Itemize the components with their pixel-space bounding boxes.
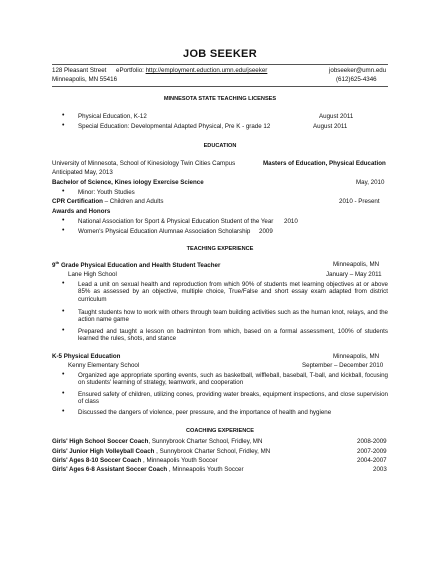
license-item: Special Education: Developmental Adapted Physical, Pre K - grade 12 xyxy=(78,123,271,130)
resume-name: JOB SEEKER xyxy=(183,48,257,60)
coaching-role: Girls' Ages 8-10 Soccer Coach xyxy=(52,457,142,464)
coaching-item xyxy=(52,466,244,473)
job1-bullet: Taught students how to work with others through team building activities such as the human knot, relays, and the action name game xyxy=(78,309,388,324)
portfolio xyxy=(116,67,267,74)
coaching-role: Girls' Junior High Volleyball Coach xyxy=(52,448,155,455)
license-date: August 2011 xyxy=(313,123,348,130)
education-anticipated: Anticipated May, 2013 xyxy=(52,169,113,176)
bullet: • xyxy=(62,280,65,287)
awards-heading: Awards and Honors xyxy=(52,208,111,215)
job2-dates: September – December 2010 xyxy=(302,362,384,369)
license-date: August 2011 xyxy=(319,113,354,120)
job2-title: K-5 Physical Education xyxy=(52,353,121,360)
bullet: • xyxy=(62,112,65,119)
bullet: • xyxy=(62,390,65,397)
licenses-heading: MINNESOTA STATE TEACHING LICENSES xyxy=(163,96,277,102)
education-school: University of Minnesota, School of Kinesiology Twin Cities Campus xyxy=(52,160,236,167)
phone: (612)625-4346 xyxy=(336,76,377,83)
bullet: • xyxy=(62,122,65,129)
bullet: • xyxy=(62,188,65,195)
job1-title xyxy=(52,261,220,270)
coaching-dates: 2007-2009 xyxy=(357,448,387,455)
job2-bullet: Ensured safety of children, utilizing cones, providing water breaks, equipment inspections, and close supervision of class xyxy=(78,391,388,406)
coaching-dates: 2004-2007 xyxy=(357,457,387,464)
bullet: • xyxy=(62,308,65,315)
coaching-place: , Sunnybrook Charter School, Fridley, MN xyxy=(148,438,263,445)
license-item: Physical Education, K-12 xyxy=(78,113,147,120)
coaching-role: Girls' Ages 6-8 Assistant Soccer Coach xyxy=(52,466,168,473)
job2-bullet: Organized age appropriate sporting events, such as basketball, wiffleball, baseball, T-ball, and kickball, focusing on students' learning of strategy, teamwork, and cooperation xyxy=(78,372,388,387)
coaching-place: , Sunnybrook Charter School, Fridley, MN xyxy=(154,448,271,455)
cpr-date: 2010 - Present xyxy=(339,198,380,205)
bullet: • xyxy=(62,371,65,378)
bachelor-date: May, 2010 xyxy=(356,179,385,186)
minor: Minor: Youth Studies xyxy=(78,189,135,196)
portfolio-label: ePortfolio: xyxy=(116,67,146,74)
coaching-place: , Minneapolis Youth Soccer xyxy=(141,457,218,464)
award-item: National Association for Sport & Physical Education Student of the Year xyxy=(78,218,274,225)
address-line1: 128 Pleasant Street xyxy=(52,67,107,74)
teaching-heading: TEACHING EXPERIENCE xyxy=(186,246,254,252)
portfolio-link[interactable]: http://employment.eduction.umn.edu/jseeker xyxy=(145,67,268,74)
coaching-item xyxy=(52,457,218,464)
cpr-text: – Children and Adults xyxy=(102,198,164,205)
coaching-item xyxy=(52,438,262,445)
header-rule-top xyxy=(52,64,388,65)
bullet: • xyxy=(62,327,65,334)
header-rule-bottom xyxy=(52,86,388,87)
bullet: • xyxy=(62,408,65,415)
cpr-line xyxy=(52,198,163,205)
award-item: Women's Physical Education Alumnae Association Scholarship xyxy=(78,228,251,235)
job1-title-text: Grade Physical Education and Health Student Teacher xyxy=(59,262,221,270)
award-date: 2010 xyxy=(284,218,298,225)
cpr-label: CPR Certification xyxy=(52,198,103,205)
coaching-heading: COACHING EXPERIENCE xyxy=(185,428,255,434)
job2-org: Kenny Elementary School xyxy=(68,362,140,369)
job1-dates: January – May 2011 xyxy=(326,271,382,278)
address-line2: Minneapolis, MN 55416 xyxy=(52,76,118,83)
job2-location: Minneapolis, MN xyxy=(333,353,380,360)
bullet: • xyxy=(62,227,65,234)
coaching-dates: 2003 xyxy=(373,466,387,473)
job1-location: Minneapolis, MN xyxy=(333,261,380,268)
coaching-dates: 2008-2009 xyxy=(357,438,387,445)
coaching-item xyxy=(52,448,270,455)
job1-bullet: Lead a unit on sexual health and reproduction from which 90% of students met learning objectives at or above 85% as assessed by an objective, multiple choice, True/False and short essay exam adapted from district curriculum xyxy=(78,281,388,303)
job1-title-prefix: 9 xyxy=(52,262,56,270)
award-date: 2009 xyxy=(259,228,273,235)
job1-org: Lane High School xyxy=(68,271,117,278)
email-link[interactable]: jobseeker@umn.edu xyxy=(329,67,387,74)
education-degree: Masters of Education, Physical Education xyxy=(263,160,386,167)
job1-title-sup: th xyxy=(55,260,60,265)
education-heading: EDUCATION xyxy=(203,143,237,149)
job1-bullet: Prepared and taught a lesson on badminton from which, based on a formal assessment, 100% of students learned the rules, shots, and stance xyxy=(78,328,388,343)
coaching-role: Girls' High School Soccer Coach xyxy=(52,438,149,445)
bachelor-degree: Bachelor of Science, Kines iology Exercise Science xyxy=(52,179,204,186)
coaching-place: , Minneapolis Youth Soccer xyxy=(167,466,244,473)
bullet: • xyxy=(62,217,65,224)
job2-bullet: Discussed the dangers of violence, peer pressure, and the importance of health and hygiene xyxy=(78,409,332,416)
